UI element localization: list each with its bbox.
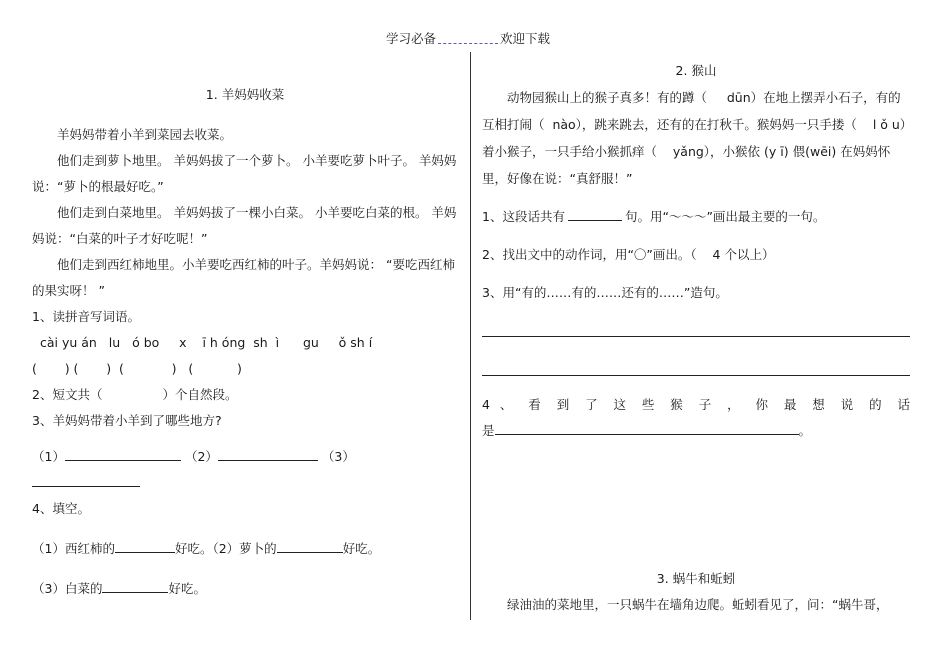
r-question-1 (482, 204, 910, 230)
fill-row-1 (32, 536, 458, 562)
r-question-2: 2、找出文中的动作词，用“〇”画出。（ 4 个以上） (482, 247, 775, 262)
story1-title: 1. 羊妈妈收菜 (205, 87, 285, 102)
story2-paragraph: 动物园猴山上的猴子真多！有的蹲（ dūn）在地上摆弄小石子，有的互相打闹（ nào），跳来跳去，还有的在打秋千。猴妈妈一只手搂（ l ǒ u）着小猴子，一只手给小猴抓痒（ yǎng），小猴依 (y ī) 偎(wēi) 在妈妈怀里，好像在说：“真舒服！” (482, 90, 907, 186)
fill1-text-a: （1）西红柿的 (32, 541, 115, 556)
right-column (482, 58, 910, 618)
fill-row-2 (32, 576, 458, 602)
q3-blank-2[interactable] (218, 447, 318, 461)
r-question-4-answer (482, 418, 910, 444)
q3-blank-1[interactable] (65, 447, 181, 461)
fill2-blank-1[interactable] (102, 579, 168, 593)
fill1-blank-1[interactable] (115, 539, 175, 553)
rq4-blank[interactable] (495, 421, 799, 435)
question-3-answers (32, 444, 458, 496)
rq1-blank[interactable] (568, 207, 622, 221)
story1-paragraph-3: 他们走到白菜地里。 羊妈妈拔了一棵小白菜。 小羊要吃白菜的根。 羊妈妈说：“白菜的叶子才好吃呢！” (32, 205, 457, 246)
fill1-text-c: 好吃。 (342, 541, 381, 556)
q3-blank-3[interactable] (32, 473, 140, 487)
left-column (32, 82, 458, 602)
pinyin-row: cài yu án lu ó bo x ī h óng sh ì gu ǒ sh í (40, 335, 373, 350)
question-1-pinyin: 1、读拼音写词语。 (32, 309, 140, 324)
q2-text-after: ）个自然段。 (162, 387, 238, 402)
header-dashed-line (438, 43, 498, 44)
story3-title: 3. 蜗牛和蚯蚓 (656, 571, 736, 586)
rq1-text-before: 1、这段话共有 (482, 209, 565, 224)
r-question-3: 3、用“有的……有的……还有的……”造句。 (482, 285, 728, 300)
q2-text-before: 2、短文共（ (32, 387, 103, 402)
fill2-text-a: （3）白菜的 (32, 581, 103, 596)
pinyin-answer-brackets: ( ) ( ) ( ) ( ) (32, 361, 242, 376)
fill1-blank-2[interactable] (277, 539, 343, 553)
page-header (386, 29, 556, 47)
story1-paragraph-2: 他们走到萝卜地里。 羊妈妈拔了一个萝卜。 小羊要吃萝卜叶子。 羊妈妈说：“萝卜的根最好吃。” (32, 153, 457, 194)
question-2-paragraph-count (32, 382, 458, 408)
story1-paragraph-4: 他们走到西红柿地里。小羊要吃西红柿的叶子。羊妈妈说： “要吃西红柿的果实呀！ ” (32, 257, 455, 298)
r-question-4: 4 、 看 到 了 这 些 猴 子 ， 你 最 想 说 的 话 (482, 397, 910, 412)
rq1-text-after: 句。用“～～～”画出最主要的一句。 (624, 209, 826, 224)
header-left-text: 学习必备 (386, 31, 437, 46)
fill2-text-b: 好吃。 (168, 581, 206, 596)
story2-title: 2. 猴山 (675, 63, 717, 78)
question-4-fill: 4、填空。 (32, 501, 90, 516)
story1-paragraph-1: 羊妈妈带着小羊到菜园去收菜。 (57, 127, 233, 142)
rq4-text-after: 。 (798, 423, 812, 438)
rq4-text-before: 是 (482, 423, 495, 438)
q3-label-2: （2） (184, 449, 218, 464)
header-right-text: 欢迎下载 (500, 31, 551, 46)
column-divider (470, 52, 471, 620)
question-3-places: 3、羊妈妈带着小羊到了哪些地方? (32, 413, 222, 428)
story3-paragraph: 绿油油的菜地里，一只蜗牛在墙角边爬。蚯蚓看见了，问：“蜗牛哥， (507, 597, 889, 612)
fill1-text-b: 好吃。（2）萝卜的 (174, 541, 277, 556)
q3-label-3: （3） (321, 449, 355, 464)
q3-label-1: （1） (32, 449, 65, 464)
